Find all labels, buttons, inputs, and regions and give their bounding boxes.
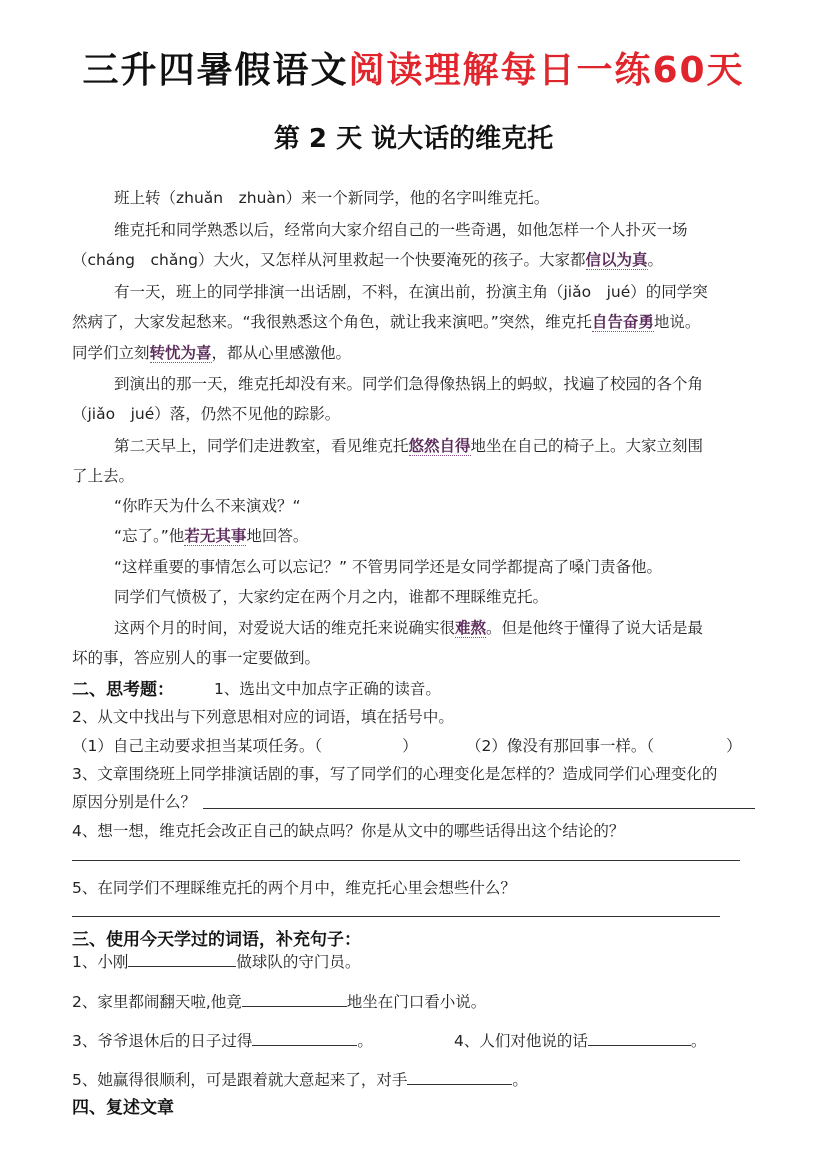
- story-line: [114, 434, 703, 456]
- sentence-text: 。: [357, 1032, 373, 1050]
- story-text: 同学们立刻: [72, 344, 150, 362]
- sentence-1: [72, 950, 360, 972]
- story-text: （cháng chǎng）大火，又怎样从河里救起一个快要淹死的孩子。大家都: [72, 251, 586, 269]
- story-text: 。但是他终于懂得了说大话是最: [486, 619, 704, 637]
- story-text: 地回答。: [246, 527, 309, 545]
- sentence-text: 2、家里都闹翻天啦,他竟: [72, 993, 242, 1011]
- story-line: （jiǎo jué）落，仍然不见他的踪影。: [72, 405, 341, 423]
- question-2: 2、从文中找出与下列意思相对应的词语，填在括号中。: [72, 708, 454, 726]
- key-word: 自告奋勇: [591, 313, 654, 331]
- story-text: 然病了，大家发起愁来。“我很熟悉这个角色，就让我来演吧。”突然，维克托: [72, 313, 592, 331]
- key-word: 转忧为喜: [149, 344, 212, 362]
- story-line: 维克托和同学熟悉以后，经常向大家介绍自己的一些奇遇，如他怎样一个人扑灭一场: [114, 221, 688, 239]
- lesson-title: 第 2 天 说大话的维克托: [273, 124, 554, 154]
- sentence-4: [454, 1029, 706, 1051]
- section-2-title: 二、思考题：: [72, 680, 174, 700]
- key-word: 难熬: [455, 619, 487, 637]
- fill-blank[interactable]: [252, 1031, 357, 1046]
- story-line: 坏的事，答应别人的事一定要做到。: [72, 649, 321, 667]
- answer-line[interactable]: [203, 808, 755, 809]
- story-text: ，都从心里感激他。: [211, 344, 352, 362]
- answer-line[interactable]: [72, 860, 740, 861]
- sentence-3: [72, 1029, 373, 1051]
- fill-blank[interactable]: [588, 1031, 691, 1046]
- story-text: 地说。: [653, 313, 701, 331]
- sentence-text: 地坐在门口看小说。: [346, 993, 487, 1011]
- sentence-5: [72, 1068, 528, 1090]
- key-word: 悠然自得: [408, 437, 471, 455]
- sentence-text: 1、小刚: [72, 953, 129, 971]
- story-text: 第二天早上，同学们走进教室，看见维克托: [114, 437, 409, 455]
- key-word: 信以为真: [585, 251, 648, 269]
- section-3-title: 三、使用今天学过的词语，补充句子：: [72, 930, 361, 950]
- story-line: “这样重要的事情怎么可以忘记？” 不管男同学还是女同学都提高了嗓门责备他。: [114, 558, 662, 576]
- question-2-item-1: [72, 734, 418, 756]
- question-text: （1）自己主动要求担当某项任务。（: [72, 737, 323, 755]
- sentence-text: 。: [512, 1071, 528, 1089]
- story-text: 地坐在自己的椅子上。大家立刻围: [470, 437, 704, 455]
- story-line: 同学们气愤极了，大家约定在两个月之内，谁都不理睬维克托。: [114, 588, 549, 606]
- story-text: 。: [647, 251, 664, 269]
- story-line: [72, 341, 351, 363]
- key-word: 若无其事: [184, 527, 247, 545]
- sentence-text: 4、人们对他说的话: [454, 1032, 588, 1050]
- question-1: 1、选出文中加点字正确的读音。: [214, 680, 441, 698]
- fill-blank[interactable]: [407, 1070, 512, 1085]
- story-line: 了上去。: [72, 467, 135, 485]
- sentence-text: 。: [690, 1032, 707, 1050]
- question-2-item-2: [466, 734, 742, 756]
- section-4-title: 四、复述文章: [72, 1098, 174, 1118]
- story-line: [72, 310, 700, 332]
- header-title-red: 阅读理解每日一练60天: [348, 50, 745, 91]
- question-text: ）: [726, 737, 742, 755]
- question-4: 4、想一想，维克托会改正自己的缺点吗？你是从文中的哪些话得出这个结论的？: [72, 822, 625, 840]
- header-title: [0, 42, 827, 93]
- sentence-text: 3、爷爷退休后的日子过得: [72, 1032, 253, 1050]
- story-line: [114, 616, 703, 638]
- story-line: “你昨天为什么不来演戏？“: [114, 497, 301, 515]
- question-text: ）: [402, 737, 418, 755]
- story-line: [114, 524, 308, 546]
- sentence-2: [72, 990, 486, 1012]
- header-title-black: 三升四暑假语文: [82, 49, 349, 91]
- story-text: 这两个月的时间，对爱说大话的维克托来说确实很: [114, 619, 456, 637]
- story-line: [72, 248, 663, 270]
- story-text: “忘了。”他: [114, 527, 185, 545]
- question-3-cont: 原因分别是什么？: [72, 793, 197, 811]
- sentence-text: 做球队的守门员。: [236, 953, 361, 971]
- fill-blank[interactable]: [242, 992, 347, 1007]
- story-line: 有一天，班上的同学排演一出话剧，不料，在演出前，扮演主角（jiǎo jué）的同学突: [114, 283, 708, 301]
- sentence-text: 5、她赢得很顺利，可是跟着就大意起来了，对手: [72, 1071, 408, 1089]
- fill-blank[interactable]: [128, 952, 236, 967]
- story-line: 班上转（zhuǎn zhuàn）来一个新同学，他的名字叫维克托。: [114, 189, 550, 207]
- question-3: 3、文章围绕班上同学排演话剧的事，写了同学们的心理变化是怎样的？造成同学们心理变化的: [72, 765, 718, 783]
- answer-line[interactable]: [72, 916, 720, 917]
- question-5: 5、在同学们不理睬维克托的两个月中，维克托心里会想些什么？: [72, 879, 516, 897]
- question-text: （2）像没有那回事一样。（: [466, 737, 655, 755]
- story-line: 到演出的那一天，维克托却没有来。同学们急得像热锅上的蚂蚁，找遍了校园的各个角: [114, 375, 704, 393]
